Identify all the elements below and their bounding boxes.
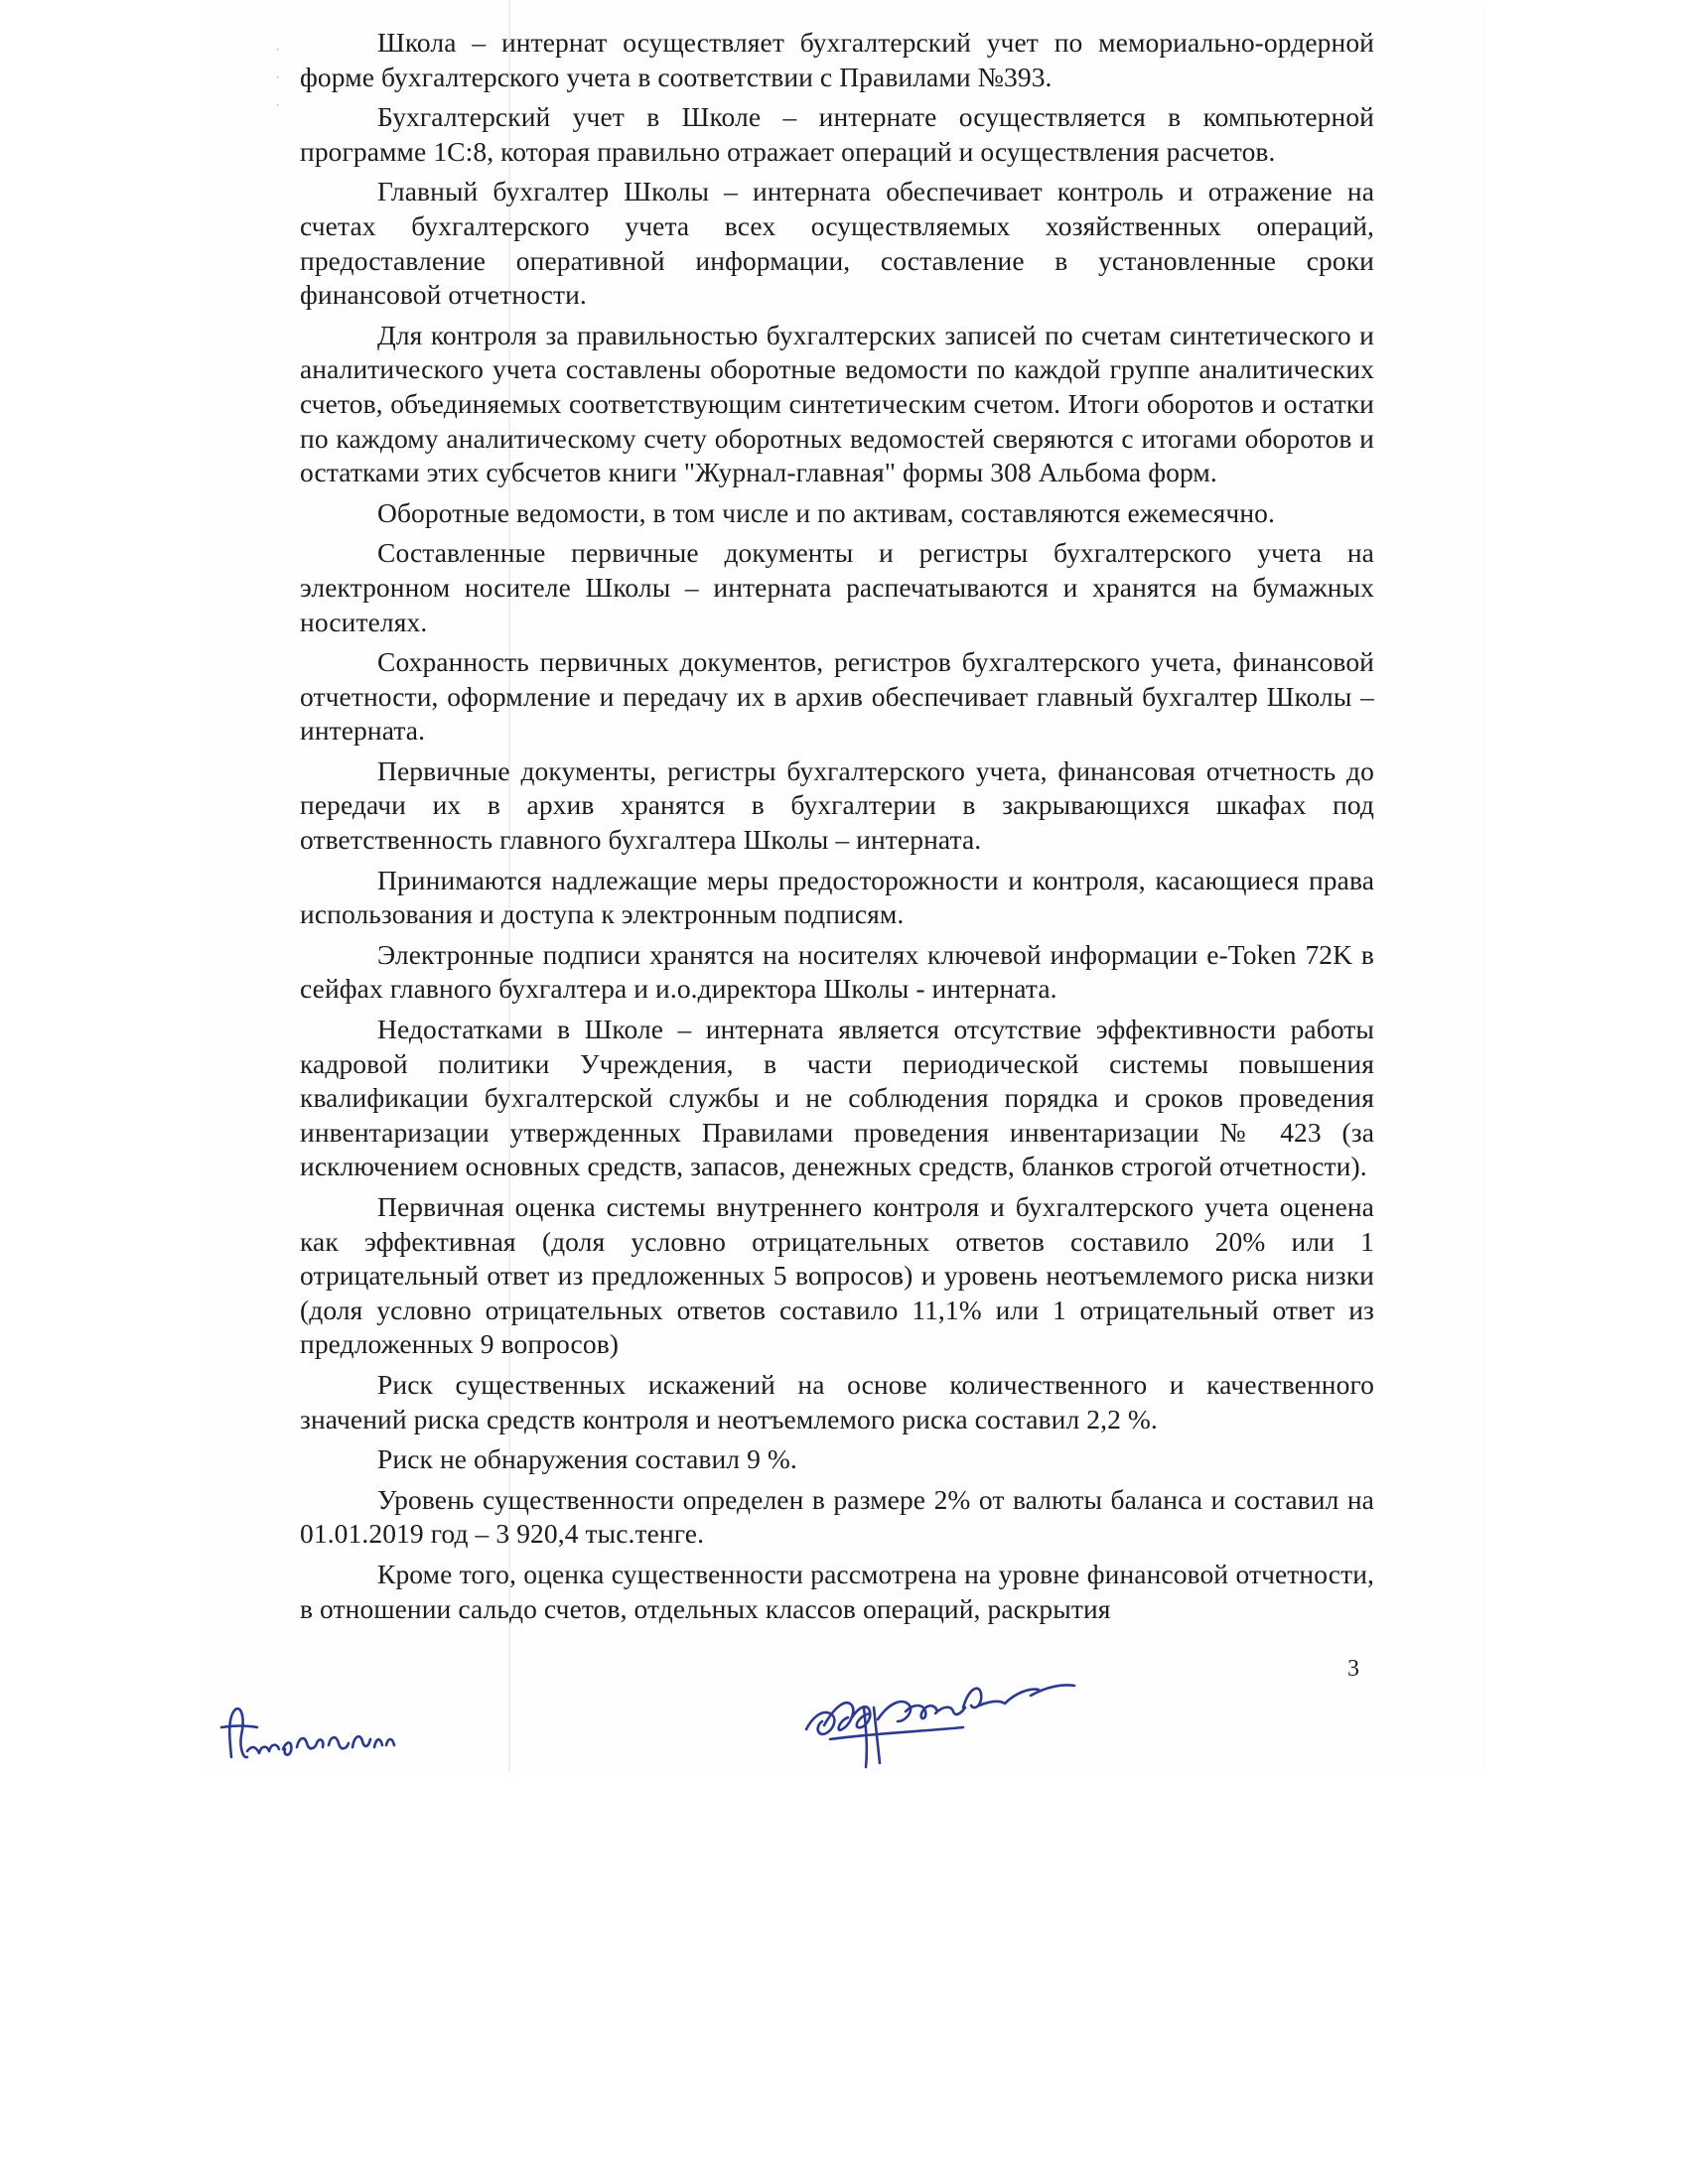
paragraph: Недостатками в Школе – интерната является отсутствие эффективности работы кадровой политики Учреждения, в части периодической системы повышения квалификации бухгалтерской службы и не соблюдения порядка и сроков проведения инвентаризации утвержденных Правилами проведения инвентаризации № 423 (за исключением основных средств, запасов, денежных средств, бланков строгой отчетности).	[300, 1014, 1374, 1182]
paragraph: Школа – интернат осуществляет бухгалтерский учет по мемориально-ордерной форме бухгалтерского учета в соответствии с Правилами №393.	[300, 27, 1374, 92]
page-number: 3	[1347, 1656, 1359, 1682]
paragraph: Составленные первичные документы и регистры бухгалтерского учета на электронном носителе Школы – интерната распечатываются и хранятся на бумажных носителях.	[300, 537, 1374, 637]
paragraph: Сохранность первичных документов, регистров бухгалтерского учета, финансовой отчетности, оформление и передачу их в архив обеспечивает главный бухгалтер Школы – интерната.	[300, 646, 1374, 747]
paragraph: Электронные подписи хранятся на носителях ключевой информации e-Token 72K в сейфах главного бухгалтера и и.о.директора Школы - интерната.	[300, 938, 1374, 1005]
paragraph: Риск существенных искажений на основе количественного и качественного значений риска средств контроля и неотъемлемого риска составил 2,2 %.	[300, 1368, 1374, 1434]
paragraph: Риск не обнаружения составил 9 %.	[377, 1443, 797, 1475]
paragraph: Принимаются надлежащие меры предосторожности и контроля, касающиеся права использования и доступа к электронным подписям.	[300, 864, 1374, 930]
paragraph: Кроме того, оценка существенности рассмотрена на уровне финансовой отчетности, в отношении сальдо счетов, отдельных классов операций, раскрытия	[300, 1558, 1374, 1624]
paragraph: Бухгалтерский учет в Школе – интернате осуществляется в компьютерной программе 1С:8, которая правильно отражает операций и осуществления расчетов.	[300, 101, 1374, 167]
paragraph: Уровень существенности определен в размере 2% от валюты баланса и составил на 01.01.2019 год – 3 920,4 тыс.тенге.	[300, 1483, 1374, 1550]
paragraph: Первичная оценка системы внутреннего контроля и бухгалтерского учета оценена как эффективная (доля условно отрицательных ответов составило 20% или 1 отрицательный ответ из предложенных 5 вопросов) и уровень неотъемлемого риска низки (доля условно отрицательных ответов составило 11,1% или 1 отрицательный ответ из предложенных 9 вопросов)	[300, 1191, 1374, 1360]
paragraph: Оборотные ведомости, в том числе и по активам, составляются ежемесячно.	[377, 496, 1276, 528]
document-body	[300, 26, 1374, 1632]
signature-left-icon	[213, 1688, 412, 1777]
paragraph: Первичные документы, регистры бухгалтерского учета, финансовая отчетность до передачи их в архив хранятся в бухгалтерии в закрывающихся шкафах под ответственность главного бухгалтера Школы – интерната.	[300, 754, 1374, 856]
paragraph: Для контроля за правильностью бухгалтерских записей по счетам синтетического и аналитического учета составлены оборотные ведомости по каждой группе аналитических счетов, объединяемых соответствующим синтетическим счетом. Итоги оборотов и остатки по каждому аналитическому счету оборотных ведомостей сверяются с итогами оборотов и остатками этих субсчетов книги "Журнал-главная" формы 308 Альбома форм.	[300, 319, 1374, 488]
signature-center-icon	[794, 1648, 1092, 1772]
edge-marks: · · ·	[275, 41, 281, 113]
paragraph: Главный бухгалтер Школы – интерната обеспечивает контроль и отражение на счетах бухгалтерского учета всех осуществляемых хозяйственных операций, предоставление оперативной информации, составление в установленные сроки финансовой отчетности.	[300, 176, 1374, 311]
